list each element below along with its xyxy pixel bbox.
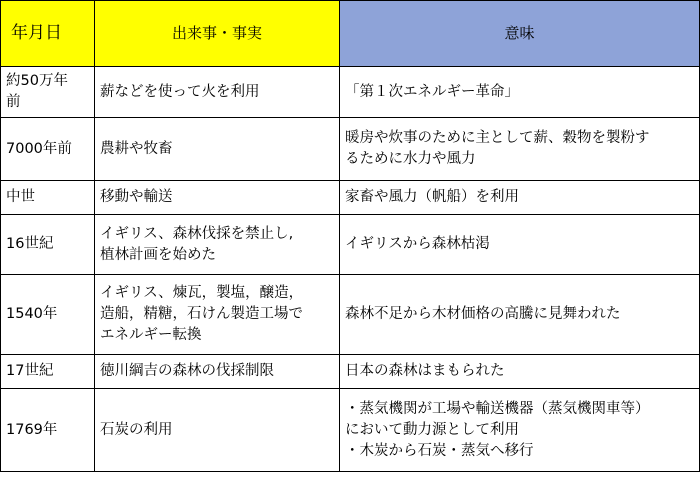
header-year: 年月日	[1, 1, 95, 67]
cell-year: 17世紀	[1, 355, 95, 389]
cell-meaning: 暖房や炊事のために主として薪、穀物を製粉す るために水力や風力	[340, 118, 700, 181]
cell-event: イギリス、森林伐採を禁止し, 植林計画を始めた	[95, 215, 340, 275]
table-row	[1, 215, 700, 275]
cell-meaning: 日本の森林はまもられた	[340, 355, 700, 389]
table-row	[1, 275, 700, 355]
cell-year: 16世紀	[1, 215, 95, 275]
cell-meaning: ・蒸気機関が工場や輸送機器（蒸気機関車等） において動力源として利用 ・木炭から石炭・蒸気へ移行	[340, 389, 700, 472]
cell-year: 約50万年 前	[1, 67, 95, 118]
table-row	[1, 118, 700, 181]
cell-event: 石炭の利用	[95, 389, 340, 472]
cell-meaning: 家畜や風力（帆船）を利用	[340, 181, 700, 215]
cell-year: 1769年	[1, 389, 95, 472]
cell-event: 徳川綱吉の森林の伐採制限	[95, 355, 340, 389]
table-row	[1, 389, 700, 472]
cell-year: 中世	[1, 181, 95, 215]
header-row	[1, 1, 700, 67]
header-event: 出来事・事実	[95, 1, 340, 67]
cell-year: 1540年	[1, 275, 95, 355]
cell-meaning: イギリスから森林枯渇	[340, 215, 700, 275]
cell-year: 7000年前	[1, 118, 95, 181]
cell-event: 薪などを使って火を利用	[95, 67, 340, 118]
table-row	[1, 181, 700, 215]
cell-event: 農耕や牧畜	[95, 118, 340, 181]
cell-event: イギリス、煉瓦，製塩，醸造， 造船，精糖，石けん製造工場で エネルギー転換	[95, 275, 340, 355]
table-row	[1, 355, 700, 389]
cell-meaning: 「第１次エネルギー革命」	[340, 67, 700, 118]
cell-event: 移動や輸送	[95, 181, 340, 215]
table-row	[1, 67, 700, 118]
cell-meaning: 森林不足から木材価格の高騰に見舞われた	[340, 275, 700, 355]
header-meaning: 意味	[340, 1, 700, 67]
